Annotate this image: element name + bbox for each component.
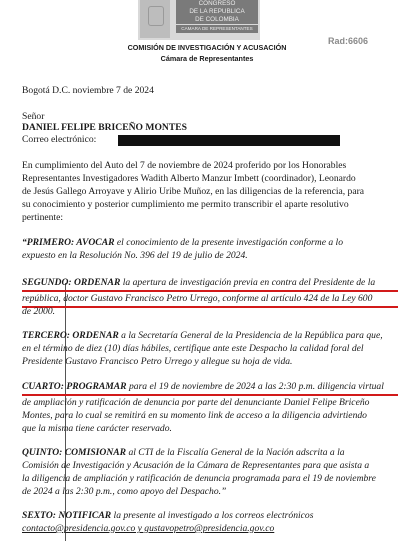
red-underline-1 bbox=[22, 290, 398, 292]
redacted-email bbox=[118, 135, 340, 146]
quinto-heading: QUINTO: COMISIONAR bbox=[22, 447, 127, 458]
segundo-heading: SEGUNDO: ORDENAR bbox=[22, 277, 121, 288]
tercero-heading: TERCERO: ORDENAR bbox=[22, 330, 119, 341]
date-line: Bogotá D.C. noviembre 7 de 2024 bbox=[22, 85, 154, 96]
tercero-line-3: Presidente Gustavo Francisco Petro Urrego y allegue su hoja de vida. bbox=[22, 356, 293, 367]
segundo-line-2: república, doctor Gustavo Francisco Petro Urrego, conforme al artículo 424 de la Ley 600 bbox=[22, 293, 373, 304]
recipient-name: DANIEL FELIPE BRICEÑO MONTES bbox=[22, 122, 187, 133]
cuarto-line-2: de ampliación y ratificación de denuncia por parte del denunciante Daniel Felipe Briceño bbox=[22, 397, 370, 408]
sexto-text-1: la presente al investigado a los correos electrónicos bbox=[111, 510, 314, 521]
quinto-line-3: la diligencia de ampliación y ratificación de denuncia programada para el 19 de noviembre bbox=[22, 473, 376, 484]
primero-line-2: expuesto en la Resolución No. 396 del 19 de julio de 2024. bbox=[22, 250, 248, 261]
intro-line-4: su conocimiento y posterior cumplimiento me permito transcribir el aparte resolutivo bbox=[22, 199, 349, 210]
cuarto-heading: CUARTO: PROGRAMAR bbox=[22, 381, 127, 392]
logo-line-3: DE COLOMBIA bbox=[176, 16, 258, 24]
intro-line-1: En cumplimiento del Auto del 7 de noviembre de 2024 proferido por los Honorables bbox=[22, 160, 347, 171]
quinto-line-1 bbox=[22, 447, 400, 460]
logo-line-4: CAMARA DE REPRESENTANTES bbox=[176, 25, 258, 33]
radicado-number: Rad:6606 bbox=[328, 36, 369, 46]
primero-text-1: el conocimiento de la presente investigación conforme a lo bbox=[114, 237, 344, 248]
tercero-line-1 bbox=[22, 330, 400, 343]
sexto-heading: SEXTO: NOTIFICAR bbox=[22, 510, 112, 521]
intro-line-5: pertinente: bbox=[22, 212, 64, 223]
tercero-text-1: a la Secretaría General de la Presidencia de la República para que, bbox=[118, 330, 383, 341]
segundo-line-1 bbox=[22, 277, 400, 290]
quinto-line-2: Comisión de Investigación y Acusación de la Cámara de Representantes para que asista a bbox=[22, 460, 370, 471]
red-underline-3 bbox=[22, 394, 398, 396]
segundo-line-3: de 2000. bbox=[22, 306, 56, 317]
segundo-text-1: la apertura de investigación previa en contra del Presidente de la bbox=[120, 277, 376, 288]
coat-of-arms-icon bbox=[140, 0, 170, 38]
logo-line-1: CONGRESO bbox=[176, 0, 258, 8]
primero-heading: “PRIMERO: AVOCAR bbox=[22, 237, 115, 248]
cuarto-line-4: que la misma tiene carácter reservado. bbox=[22, 423, 172, 434]
sexto-line-1 bbox=[22, 510, 400, 523]
sexto-emails[interactable]: contacto@presidencia.gov.co y gustavopetro@presidencia.gov.co bbox=[22, 523, 275, 534]
primero-line-1 bbox=[22, 237, 400, 250]
chamber-name: Cámara de Representantes bbox=[160, 54, 254, 63]
intro-line-3: de Jesús Gallego Arroyave y Alirio Uribe Muñoz, en las diligencias de la referencia, para bbox=[22, 186, 365, 197]
cuarto-text-1: para el 19 de noviembre de 2024 a las 2:30 p.m. diligencia virtual bbox=[126, 381, 384, 392]
quinto-line-4: de 2024 a las 2:30 p.m., como apoyo del Despacho.” bbox=[22, 486, 227, 497]
tercero-line-2: en el término de diez (10) días hábiles, certifique ante este Despacho la calidad foral del bbox=[22, 343, 364, 354]
commission-name: COMISIÓN DE INVESTIGACIÓN Y ACUSACIÓN bbox=[127, 43, 287, 52]
cuarto-line-1 bbox=[22, 381, 400, 394]
logo-line-2: DE LA REPUBLICA bbox=[176, 8, 258, 16]
salutation: Señor bbox=[22, 111, 45, 122]
email-label: Correo electrónico: bbox=[22, 134, 97, 145]
quinto-text-1: al CTI de la Fiscalía General de la Nación adscrita a la bbox=[126, 447, 345, 458]
intro-line-2: Representantes Investigadores Wadith Alberto Manzur Imbett (coordinador), Leonardo bbox=[22, 173, 356, 184]
cuarto-line-3: Montes, para lo cual se remitirá en su momento link de acceso a la diligencia advirtiendo bbox=[22, 410, 367, 421]
congress-logo bbox=[138, 0, 260, 40]
